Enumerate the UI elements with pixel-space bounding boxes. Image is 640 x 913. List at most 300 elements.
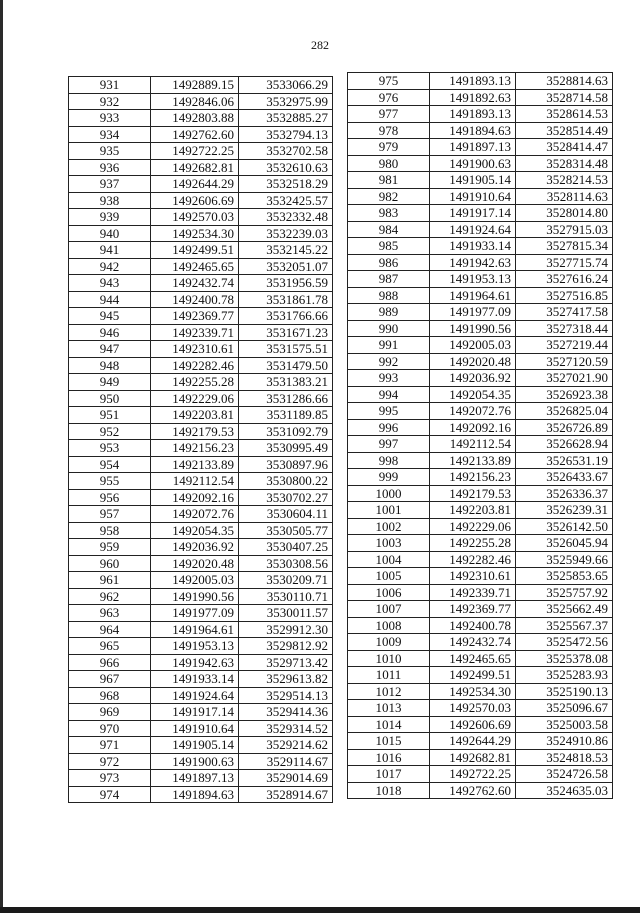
x-coordinate-cell: 1491942.63 <box>430 254 516 271</box>
x-coordinate-cell: 1492054.35 <box>151 522 239 539</box>
table-row <box>69 572 333 589</box>
table-row <box>348 650 613 667</box>
table-row <box>348 584 613 601</box>
y-coordinate-cell: 3528714.58 <box>516 89 613 106</box>
table-row <box>69 176 333 193</box>
y-coordinate-cell: 3529812.92 <box>239 638 333 655</box>
table-row <box>348 188 613 205</box>
x-coordinate-cell: 1492499.51 <box>430 667 516 684</box>
point-number-cell: 970 <box>69 720 151 737</box>
point-number-cell: 949 <box>69 374 151 391</box>
y-coordinate-cell: 3529713.42 <box>239 654 333 671</box>
x-coordinate-cell: 1492846.06 <box>151 93 239 110</box>
x-coordinate-cell: 1491910.64 <box>151 720 239 737</box>
point-number-cell: 959 <box>69 539 151 556</box>
scan-bottom-edge <box>0 907 640 913</box>
x-coordinate-cell: 1492005.03 <box>151 572 239 589</box>
table-row <box>69 126 333 143</box>
y-coordinate-cell: 3530505.77 <box>239 522 333 539</box>
point-number-cell: 974 <box>69 786 151 803</box>
x-coordinate-cell: 1491953.13 <box>151 638 239 655</box>
x-coordinate-cell: 1492339.71 <box>430 584 516 601</box>
table-row <box>69 159 333 176</box>
x-coordinate-cell: 1492282.46 <box>430 551 516 568</box>
y-coordinate-cell: 3532518.29 <box>239 176 333 193</box>
y-coordinate-cell: 3530308.56 <box>239 555 333 572</box>
point-number-cell: 941 <box>69 242 151 259</box>
y-coordinate-cell: 3527616.24 <box>516 271 613 288</box>
table-row <box>69 390 333 407</box>
table-row <box>348 370 613 387</box>
x-coordinate-cell: 1492682.81 <box>430 749 516 766</box>
y-coordinate-cell: 3525472.56 <box>516 634 613 651</box>
y-coordinate-cell: 3527915.03 <box>516 221 613 238</box>
table-row <box>69 489 333 506</box>
point-number-cell: 1016 <box>348 749 430 766</box>
y-coordinate-cell: 3532885.27 <box>239 110 333 127</box>
table-row <box>348 172 613 189</box>
point-number-cell: 984 <box>348 221 430 238</box>
y-coordinate-cell: 3532975.99 <box>239 93 333 110</box>
coordinates-table-right <box>347 72 613 799</box>
point-number-cell: 1017 <box>348 766 430 783</box>
table-row <box>69 654 333 671</box>
y-coordinate-cell: 3525096.67 <box>516 700 613 717</box>
table-row <box>348 667 613 684</box>
x-coordinate-cell: 1491897.13 <box>151 770 239 787</box>
table-row <box>348 518 613 535</box>
y-coordinate-cell: 3529214.62 <box>239 737 333 754</box>
table-row <box>69 374 333 391</box>
table-row <box>69 555 333 572</box>
y-coordinate-cell: 3530897.96 <box>239 456 333 473</box>
x-coordinate-cell: 1492133.89 <box>430 452 516 469</box>
table-row <box>69 737 333 754</box>
x-coordinate-cell: 1491892.63 <box>430 89 516 106</box>
point-number-cell: 1012 <box>348 683 430 700</box>
table-row <box>69 341 333 358</box>
x-coordinate-cell: 1492534.30 <box>151 225 239 242</box>
point-number-cell: 990 <box>348 320 430 337</box>
x-coordinate-cell: 1492606.69 <box>430 716 516 733</box>
x-coordinate-cell: 1492803.88 <box>151 110 239 127</box>
table-row <box>348 386 613 403</box>
x-coordinate-cell: 1492339.71 <box>151 324 239 341</box>
table-row <box>348 551 613 568</box>
point-number-cell: 998 <box>348 452 430 469</box>
x-coordinate-cell: 1491893.13 <box>430 106 516 123</box>
point-number-cell: 955 <box>69 473 151 490</box>
point-number-cell: 937 <box>69 176 151 193</box>
y-coordinate-cell: 3524818.53 <box>516 749 613 766</box>
point-number-cell: 948 <box>69 357 151 374</box>
y-coordinate-cell: 3529912.30 <box>239 621 333 638</box>
table-row <box>348 271 613 288</box>
point-number-cell: 945 <box>69 308 151 325</box>
table-row <box>69 605 333 622</box>
point-number-cell: 1010 <box>348 650 430 667</box>
point-number-cell: 1008 <box>348 617 430 634</box>
x-coordinate-cell: 1492682.81 <box>151 159 239 176</box>
x-coordinate-cell: 1491953.13 <box>430 271 516 288</box>
table-row <box>69 770 333 787</box>
table-row <box>348 485 613 502</box>
page-number: 282 <box>311 38 329 52</box>
y-coordinate-cell: 3532145.22 <box>239 242 333 259</box>
y-coordinate-cell: 3531286.66 <box>239 390 333 407</box>
point-number-cell: 931 <box>69 77 151 94</box>
point-number-cell: 980 <box>348 155 430 172</box>
table-row <box>348 419 613 436</box>
y-coordinate-cell: 3525378.08 <box>516 650 613 667</box>
x-coordinate-cell: 1492606.69 <box>151 192 239 209</box>
table-row <box>69 440 333 457</box>
table-row <box>348 782 613 799</box>
x-coordinate-cell: 1491933.14 <box>430 238 516 255</box>
y-coordinate-cell: 3531956.59 <box>239 275 333 292</box>
table-row <box>348 469 613 486</box>
table-row <box>348 452 613 469</box>
point-number-cell: 1013 <box>348 700 430 717</box>
table-row <box>348 287 613 304</box>
y-coordinate-cell: 3529514.13 <box>239 687 333 704</box>
y-coordinate-cell: 3528614.53 <box>516 106 613 123</box>
point-number-cell: 991 <box>348 337 430 354</box>
x-coordinate-cell: 1492722.25 <box>430 766 516 783</box>
point-number-cell: 994 <box>348 386 430 403</box>
x-coordinate-cell: 1492762.60 <box>151 126 239 143</box>
point-number-cell: 981 <box>348 172 430 189</box>
table-row <box>69 407 333 424</box>
point-number-cell: 947 <box>69 341 151 358</box>
table-row <box>348 766 613 783</box>
point-number-cell: 1004 <box>348 551 430 568</box>
table-row <box>69 357 333 374</box>
y-coordinate-cell: 3525662.49 <box>516 601 613 618</box>
x-coordinate-cell: 1492072.76 <box>430 403 516 420</box>
point-number-cell: 1002 <box>348 518 430 535</box>
x-coordinate-cell: 1491905.14 <box>151 737 239 754</box>
table-row <box>69 93 333 110</box>
x-coordinate-cell: 1491893.13 <box>430 73 516 90</box>
x-coordinate-cell: 1492092.16 <box>151 489 239 506</box>
point-number-cell: 1001 <box>348 502 430 519</box>
table-row <box>69 753 333 770</box>
point-number-cell: 943 <box>69 275 151 292</box>
table-row <box>69 621 333 638</box>
point-number-cell: 988 <box>348 287 430 304</box>
point-number-cell: 934 <box>69 126 151 143</box>
point-number-cell: 989 <box>348 304 430 321</box>
y-coordinate-cell: 3528414.47 <box>516 139 613 156</box>
point-number-cell: 953 <box>69 440 151 457</box>
y-coordinate-cell: 3531479.50 <box>239 357 333 374</box>
point-number-cell: 973 <box>69 770 151 787</box>
point-number-cell: 1007 <box>348 601 430 618</box>
table-row <box>348 320 613 337</box>
point-number-cell: 958 <box>69 522 151 539</box>
point-number-cell: 952 <box>69 423 151 440</box>
point-number-cell: 950 <box>69 390 151 407</box>
x-coordinate-cell: 1492400.78 <box>151 291 239 308</box>
x-coordinate-cell: 1491905.14 <box>430 172 516 189</box>
x-coordinate-cell: 1491942.63 <box>151 654 239 671</box>
x-coordinate-cell: 1492534.30 <box>430 683 516 700</box>
y-coordinate-cell: 3524910.86 <box>516 733 613 750</box>
table-row <box>348 106 613 123</box>
x-coordinate-cell: 1491924.64 <box>151 687 239 704</box>
table-row <box>348 337 613 354</box>
table-row <box>348 238 613 255</box>
y-coordinate-cell: 3526923.38 <box>516 386 613 403</box>
y-coordinate-cell: 3525757.92 <box>516 584 613 601</box>
x-coordinate-cell: 1491924.64 <box>430 221 516 238</box>
table-row <box>69 704 333 721</box>
table-row <box>69 720 333 737</box>
point-number-cell: 972 <box>69 753 151 770</box>
point-number-cell: 997 <box>348 436 430 453</box>
point-number-cell: 982 <box>348 188 430 205</box>
table-row <box>348 733 613 750</box>
x-coordinate-cell: 1492156.23 <box>430 469 516 486</box>
y-coordinate-cell: 3530800.22 <box>239 473 333 490</box>
x-coordinate-cell: 1492310.61 <box>430 568 516 585</box>
x-coordinate-cell: 1492112.54 <box>151 473 239 490</box>
table-body <box>69 77 333 803</box>
table-row <box>348 634 613 651</box>
point-number-cell: 968 <box>69 687 151 704</box>
x-coordinate-cell: 1492072.76 <box>151 506 239 523</box>
table-row <box>348 403 613 420</box>
table-row <box>348 205 613 222</box>
y-coordinate-cell: 3526531.19 <box>516 452 613 469</box>
table-row <box>69 506 333 523</box>
x-coordinate-cell: 1491917.14 <box>151 704 239 721</box>
point-number-cell: 1015 <box>348 733 430 750</box>
point-number-cell: 944 <box>69 291 151 308</box>
point-number-cell: 1014 <box>348 716 430 733</box>
table-row <box>69 423 333 440</box>
y-coordinate-cell: 3529414.36 <box>239 704 333 721</box>
table-row <box>69 242 333 259</box>
scan-left-edge <box>0 0 3 913</box>
y-coordinate-cell: 3526628.94 <box>516 436 613 453</box>
point-number-cell: 983 <box>348 205 430 222</box>
x-coordinate-cell: 1492255.28 <box>430 535 516 552</box>
table-row <box>348 502 613 519</box>
point-number-cell: 939 <box>69 209 151 226</box>
x-coordinate-cell: 1492499.51 <box>151 242 239 259</box>
y-coordinate-cell: 3532239.03 <box>239 225 333 242</box>
table-row <box>69 291 333 308</box>
x-coordinate-cell: 1492092.16 <box>430 419 516 436</box>
x-coordinate-cell: 1492762.60 <box>430 782 516 799</box>
x-coordinate-cell: 1491900.63 <box>151 753 239 770</box>
table-row <box>69 687 333 704</box>
x-coordinate-cell: 1492005.03 <box>430 337 516 354</box>
point-number-cell: 1009 <box>348 634 430 651</box>
table-row <box>69 638 333 655</box>
x-coordinate-cell: 1492432.74 <box>151 275 239 292</box>
y-coordinate-cell: 3527815.34 <box>516 238 613 255</box>
x-coordinate-cell: 1491990.56 <box>151 588 239 605</box>
x-coordinate-cell: 1491897.13 <box>430 139 516 156</box>
y-coordinate-cell: 3524635.03 <box>516 782 613 799</box>
x-coordinate-cell: 1492203.81 <box>151 407 239 424</box>
x-coordinate-cell: 1492179.53 <box>430 485 516 502</box>
y-coordinate-cell: 3528914.67 <box>239 786 333 803</box>
point-number-cell: 951 <box>69 407 151 424</box>
table-row <box>69 473 333 490</box>
x-coordinate-cell: 1492179.53 <box>151 423 239 440</box>
point-number-cell: 954 <box>69 456 151 473</box>
table-row <box>348 749 613 766</box>
y-coordinate-cell: 3531383.21 <box>239 374 333 391</box>
x-coordinate-cell: 1492133.89 <box>151 456 239 473</box>
x-coordinate-cell: 1491964.61 <box>430 287 516 304</box>
y-coordinate-cell: 3530011.57 <box>239 605 333 622</box>
y-coordinate-cell: 3525949.66 <box>516 551 613 568</box>
point-number-cell: 1000 <box>348 485 430 502</box>
table-row <box>69 456 333 473</box>
y-coordinate-cell: 3528114.63 <box>516 188 613 205</box>
y-coordinate-cell: 3532610.63 <box>239 159 333 176</box>
point-number-cell: 979 <box>348 139 430 156</box>
table-row <box>348 353 613 370</box>
point-number-cell: 996 <box>348 419 430 436</box>
point-number-cell: 999 <box>348 469 430 486</box>
table-row <box>69 275 333 292</box>
table-row <box>69 539 333 556</box>
point-number-cell: 1006 <box>348 584 430 601</box>
x-coordinate-cell: 1492203.81 <box>430 502 516 519</box>
y-coordinate-cell: 3528814.63 <box>516 73 613 90</box>
table-row <box>348 122 613 139</box>
y-coordinate-cell: 3526142.50 <box>516 518 613 535</box>
point-number-cell: 960 <box>69 555 151 572</box>
y-coordinate-cell: 3527219.44 <box>516 337 613 354</box>
point-number-cell: 964 <box>69 621 151 638</box>
point-number-cell: 971 <box>69 737 151 754</box>
x-coordinate-cell: 1492644.29 <box>151 176 239 193</box>
y-coordinate-cell: 3528314.48 <box>516 155 613 172</box>
y-coordinate-cell: 3529114.67 <box>239 753 333 770</box>
y-coordinate-cell: 3532051.07 <box>239 258 333 275</box>
table-row <box>348 535 613 552</box>
table-row <box>348 221 613 238</box>
y-coordinate-cell: 3531861.78 <box>239 291 333 308</box>
table-row <box>69 671 333 688</box>
x-coordinate-cell: 1492255.28 <box>151 374 239 391</box>
y-coordinate-cell: 3527715.74 <box>516 254 613 271</box>
point-number-cell: 942 <box>69 258 151 275</box>
x-coordinate-cell: 1491900.63 <box>430 155 516 172</box>
point-number-cell: 932 <box>69 93 151 110</box>
point-number-cell: 946 <box>69 324 151 341</box>
point-number-cell: 976 <box>348 89 430 106</box>
table-row <box>69 209 333 226</box>
x-coordinate-cell: 1491977.09 <box>430 304 516 321</box>
table-row <box>348 568 613 585</box>
point-number-cell: 987 <box>348 271 430 288</box>
table-row <box>348 700 613 717</box>
y-coordinate-cell: 3524726.58 <box>516 766 613 783</box>
x-coordinate-cell: 1492369.77 <box>151 308 239 325</box>
x-coordinate-cell: 1491977.09 <box>151 605 239 622</box>
y-coordinate-cell: 3525003.58 <box>516 716 613 733</box>
point-number-cell: 1003 <box>348 535 430 552</box>
point-number-cell: 1018 <box>348 782 430 799</box>
y-coordinate-cell: 3527021.90 <box>516 370 613 387</box>
point-number-cell: 957 <box>69 506 151 523</box>
y-coordinate-cell: 3531766.66 <box>239 308 333 325</box>
y-coordinate-cell: 3527318.44 <box>516 320 613 337</box>
y-coordinate-cell: 3530995.49 <box>239 440 333 457</box>
y-coordinate-cell: 3526045.94 <box>516 535 613 552</box>
y-coordinate-cell: 3527516.85 <box>516 287 613 304</box>
table-row <box>69 324 333 341</box>
point-number-cell: 940 <box>69 225 151 242</box>
point-number-cell: 933 <box>69 110 151 127</box>
point-number-cell: 965 <box>69 638 151 655</box>
y-coordinate-cell: 3525567.37 <box>516 617 613 634</box>
x-coordinate-cell: 1492465.65 <box>151 258 239 275</box>
y-coordinate-cell: 3529613.82 <box>239 671 333 688</box>
table-row <box>348 683 613 700</box>
x-coordinate-cell: 1491894.63 <box>430 122 516 139</box>
table-row <box>69 192 333 209</box>
table-row <box>348 89 613 106</box>
y-coordinate-cell: 3526825.04 <box>516 403 613 420</box>
coordinates-table-left <box>68 76 333 803</box>
y-coordinate-cell: 3531189.85 <box>239 407 333 424</box>
point-number-cell: 938 <box>69 192 151 209</box>
table-row <box>348 155 613 172</box>
table-row <box>69 588 333 605</box>
table-row <box>348 304 613 321</box>
point-number-cell: 977 <box>348 106 430 123</box>
y-coordinate-cell: 3526726.89 <box>516 419 613 436</box>
table-row <box>348 601 613 618</box>
point-number-cell: 985 <box>348 238 430 255</box>
x-coordinate-cell: 1492570.03 <box>151 209 239 226</box>
y-coordinate-cell: 3531092.79 <box>239 423 333 440</box>
x-coordinate-cell: 1492722.25 <box>151 143 239 160</box>
point-number-cell: 966 <box>69 654 151 671</box>
x-coordinate-cell: 1492020.48 <box>430 353 516 370</box>
x-coordinate-cell: 1492054.35 <box>430 386 516 403</box>
x-coordinate-cell: 1491990.56 <box>430 320 516 337</box>
table-row <box>69 308 333 325</box>
y-coordinate-cell: 3530702.27 <box>239 489 333 506</box>
x-coordinate-cell: 1492644.29 <box>430 733 516 750</box>
point-number-cell: 986 <box>348 254 430 271</box>
x-coordinate-cell: 1491910.64 <box>430 188 516 205</box>
x-coordinate-cell: 1491917.14 <box>430 205 516 222</box>
y-coordinate-cell: 3529014.69 <box>239 770 333 787</box>
y-coordinate-cell: 3526336.37 <box>516 485 613 502</box>
x-coordinate-cell: 1492229.06 <box>151 390 239 407</box>
y-coordinate-cell: 3525853.65 <box>516 568 613 585</box>
point-number-cell: 956 <box>69 489 151 506</box>
x-coordinate-cell: 1492020.48 <box>151 555 239 572</box>
table-row <box>69 225 333 242</box>
x-coordinate-cell: 1492229.06 <box>430 518 516 535</box>
point-number-cell: 963 <box>69 605 151 622</box>
table-row <box>348 617 613 634</box>
y-coordinate-cell: 3530407.25 <box>239 539 333 556</box>
point-number-cell: 1011 <box>348 667 430 684</box>
